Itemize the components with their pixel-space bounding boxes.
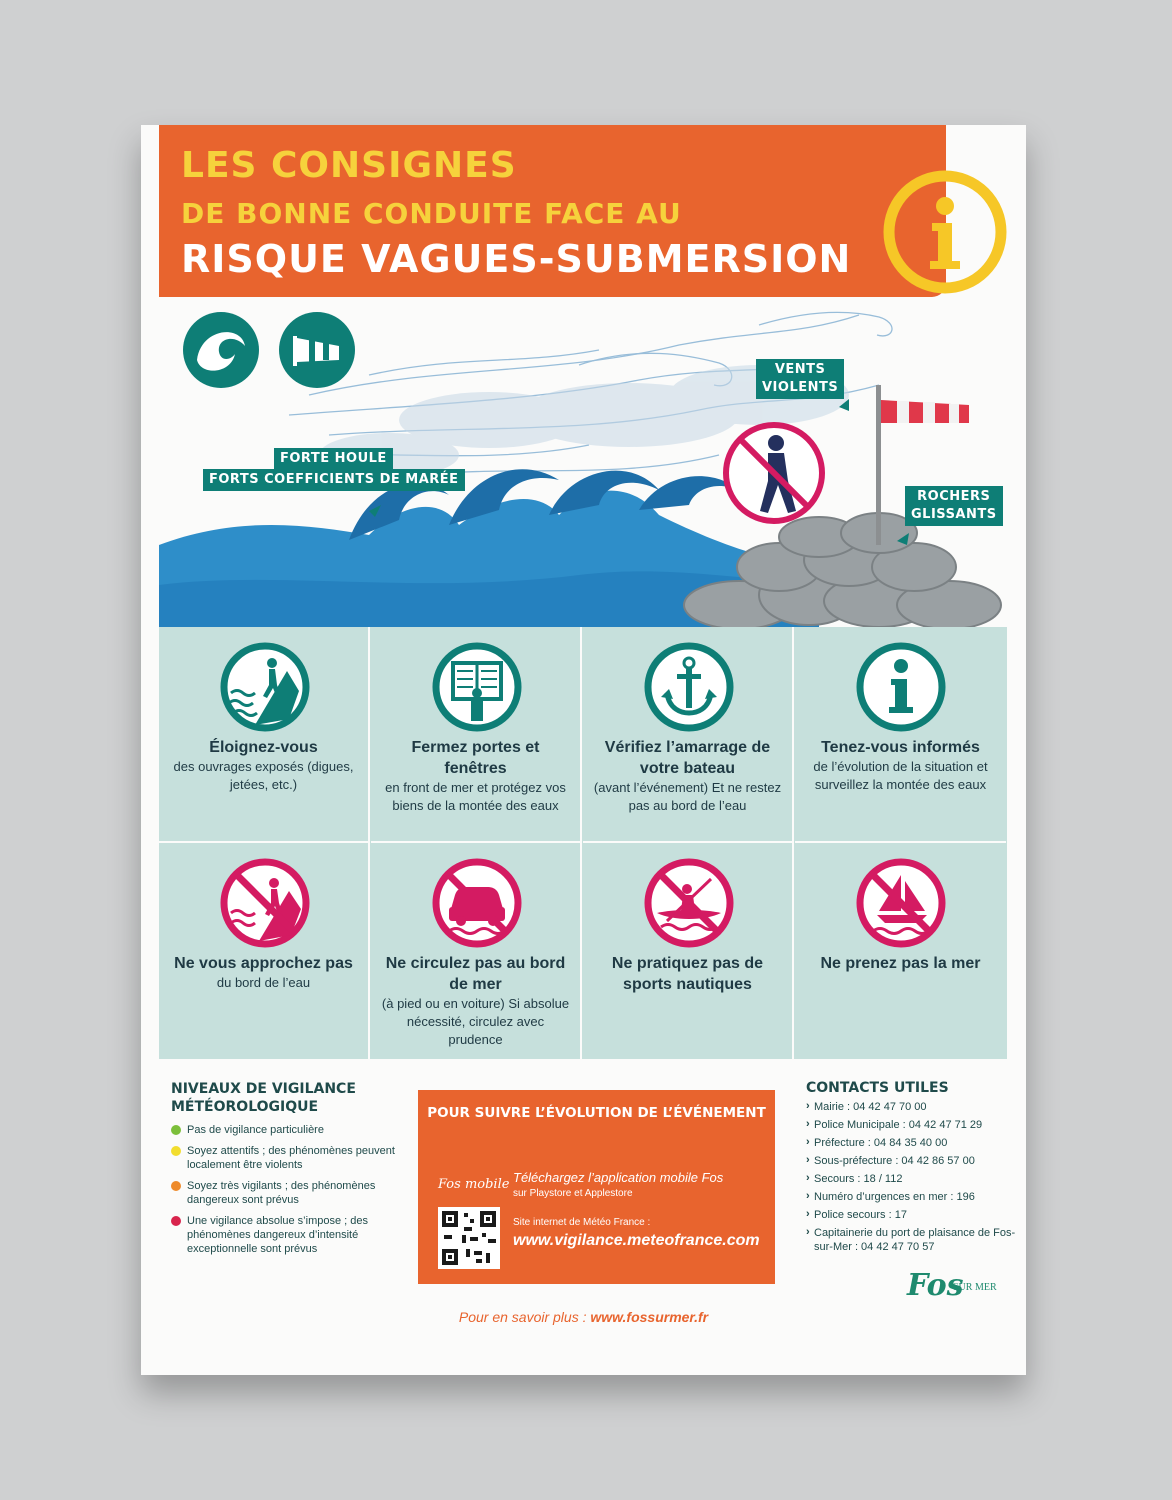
no-sailboat-icon bbox=[855, 857, 947, 949]
info-icon bbox=[855, 641, 947, 733]
follow-title: POUR SUIVRE L’ÉVOLUTION DE L’ÉVÉNEMENT bbox=[427, 1105, 766, 1121]
vigilance-title: NIVEAUX DE VIGILANCE MÉTÉOROLOGIQUE bbox=[171, 1081, 356, 1115]
no-car-icon bbox=[431, 857, 523, 949]
no-kayak-icon bbox=[643, 857, 735, 949]
qr-code-icon bbox=[438, 1207, 500, 1269]
tip-title: Fermez portes et fenêtres bbox=[411, 739, 540, 777]
contact-item: › Numéro d’urgences en mer : 196 bbox=[806, 1190, 1016, 1204]
tip-cell bbox=[159, 843, 370, 1059]
tip-subtext: de l’évolution de la situation et surveillez la montée des eaux bbox=[813, 759, 988, 792]
tip-text bbox=[159, 953, 368, 992]
site-url: www.vigilance.meteofrance.com bbox=[513, 1232, 760, 1249]
title-line-3: RISQUE VAGUES-SUBMERSION bbox=[181, 237, 852, 281]
window-icon bbox=[431, 641, 523, 733]
vigilance-section bbox=[171, 1080, 401, 1256]
contact-item: › Secours : 18 / 112 bbox=[806, 1172, 1016, 1186]
poster bbox=[141, 125, 1026, 1375]
title-line-2: DE BONNE CONDUITE FACE AU bbox=[181, 197, 682, 230]
tip-subtext: du bord de l’eau bbox=[216, 975, 311, 990]
info-icon bbox=[882, 169, 1008, 295]
tip-text bbox=[795, 737, 1006, 794]
tip-cell bbox=[795, 627, 1006, 843]
orange-dot-icon bbox=[171, 1181, 181, 1191]
label-forte-houle: FORTE HOULE bbox=[274, 448, 393, 470]
tip-title: Ne vous approchez pas bbox=[174, 955, 353, 972]
follow-event-box bbox=[418, 1090, 775, 1284]
contact-item: › Sous-préfecture : 04 42 86 57 00 bbox=[806, 1154, 1016, 1168]
tip-text bbox=[371, 953, 580, 1049]
tips-grid bbox=[159, 627, 1007, 1059]
tip-cell bbox=[583, 843, 794, 1059]
contact-item: › Capitainerie du port de plaisance de Fos-sur-Mer : 04 42 47 70 57 bbox=[806, 1226, 1016, 1254]
tip-title: Ne circulez pas au bord de mer bbox=[385, 955, 566, 993]
walk-uphill-icon bbox=[219, 641, 311, 733]
anchor-icon bbox=[643, 641, 735, 733]
vigilance-level: Une vigilance absolue s’impose ; des phénomènes dangereux d’intensité exceptionnelle sont prévus bbox=[171, 1214, 401, 1256]
contact-item: › Police Municipale : 04 42 47 71 29 bbox=[806, 1118, 1016, 1132]
no-shore-icon bbox=[219, 857, 311, 949]
contact-item: › Préfecture : 04 84 35 40 00 bbox=[806, 1136, 1016, 1150]
tip-cell bbox=[583, 627, 794, 843]
app-line-2: sur Playstore et Applestore bbox=[513, 1188, 633, 1199]
tip-cell bbox=[371, 627, 582, 843]
fos-sur-mer-logo: Fos SUR MER bbox=[907, 1268, 997, 1303]
tip-subtext: des ouvrages exposés (digues, jetées, etc.) bbox=[173, 759, 354, 792]
contact-item: › Mairie : 04 42 47 70 00 bbox=[806, 1100, 1016, 1114]
vigilance-level: Pas de vigilance particulière bbox=[171, 1123, 401, 1137]
tip-title: Éloignez-vous bbox=[209, 739, 318, 756]
tip-title: Ne prenez pas la mer bbox=[820, 955, 981, 972]
fos-mobile-logo: Fos mobile bbox=[438, 1177, 510, 1192]
header-banner bbox=[159, 125, 946, 297]
footer-link[interactable]: www.fossurmer.fr bbox=[590, 1309, 709, 1325]
tip-text bbox=[583, 953, 792, 995]
red-dot-icon bbox=[171, 1216, 181, 1226]
label-coefficients-maree: FORTS COEFFICIENTS DE MARÉE bbox=[203, 469, 465, 491]
tip-subtext: en front de mer et protégez vos biens de la montée des eaux bbox=[385, 780, 566, 813]
site-label: Site internet de Météo France : bbox=[513, 1217, 651, 1228]
tip-title: Ne pratiquez pas de sports nautiques bbox=[611, 955, 764, 993]
tip-title: Tenez-vous informés bbox=[821, 739, 980, 756]
contacts-section bbox=[806, 1080, 1016, 1254]
contacts-title: CONTACTS UTILES bbox=[806, 1080, 949, 1096]
title-line-1: LES CONSIGNES bbox=[181, 145, 517, 186]
vigilance-level: Soyez attentifs ; des phénomènes peuvent localement être violents bbox=[171, 1144, 401, 1172]
label-vents-violents: VENTS VIOLENTS bbox=[756, 359, 844, 399]
tip-text bbox=[159, 737, 368, 794]
tip-subtext: (avant l’événement) Et ne restez pas au bord de l’eau bbox=[593, 780, 782, 813]
app-line-1: Téléchargez l’application mobile Fos bbox=[513, 1170, 724, 1185]
tip-text bbox=[583, 737, 792, 815]
yellow-dot-icon bbox=[171, 1146, 181, 1156]
green-dot-icon bbox=[171, 1125, 181, 1135]
footer-prefix: Pour en savoir plus : bbox=[458, 1309, 591, 1325]
contact-item: › Police secours : 17 bbox=[806, 1208, 1016, 1222]
label-rochers-glissants: ROCHERS GLISSANTS bbox=[905, 486, 1003, 526]
tip-subtext: (à pied ou en voiture) Si absolue nécessité, circulez avec prudence bbox=[381, 996, 570, 1047]
tip-cell bbox=[159, 627, 370, 843]
tip-cell bbox=[795, 843, 1006, 1059]
tip-title: Vérifiez l’amarrage de votre bateau bbox=[604, 739, 771, 777]
footer bbox=[141, 1309, 1026, 1325]
tip-cell bbox=[371, 843, 582, 1059]
tip-text bbox=[371, 737, 580, 815]
tip-text bbox=[795, 953, 1006, 974]
vigilance-level: Soyez très vigilants ; des phénomènes dangereux sont prévus bbox=[171, 1179, 401, 1207]
